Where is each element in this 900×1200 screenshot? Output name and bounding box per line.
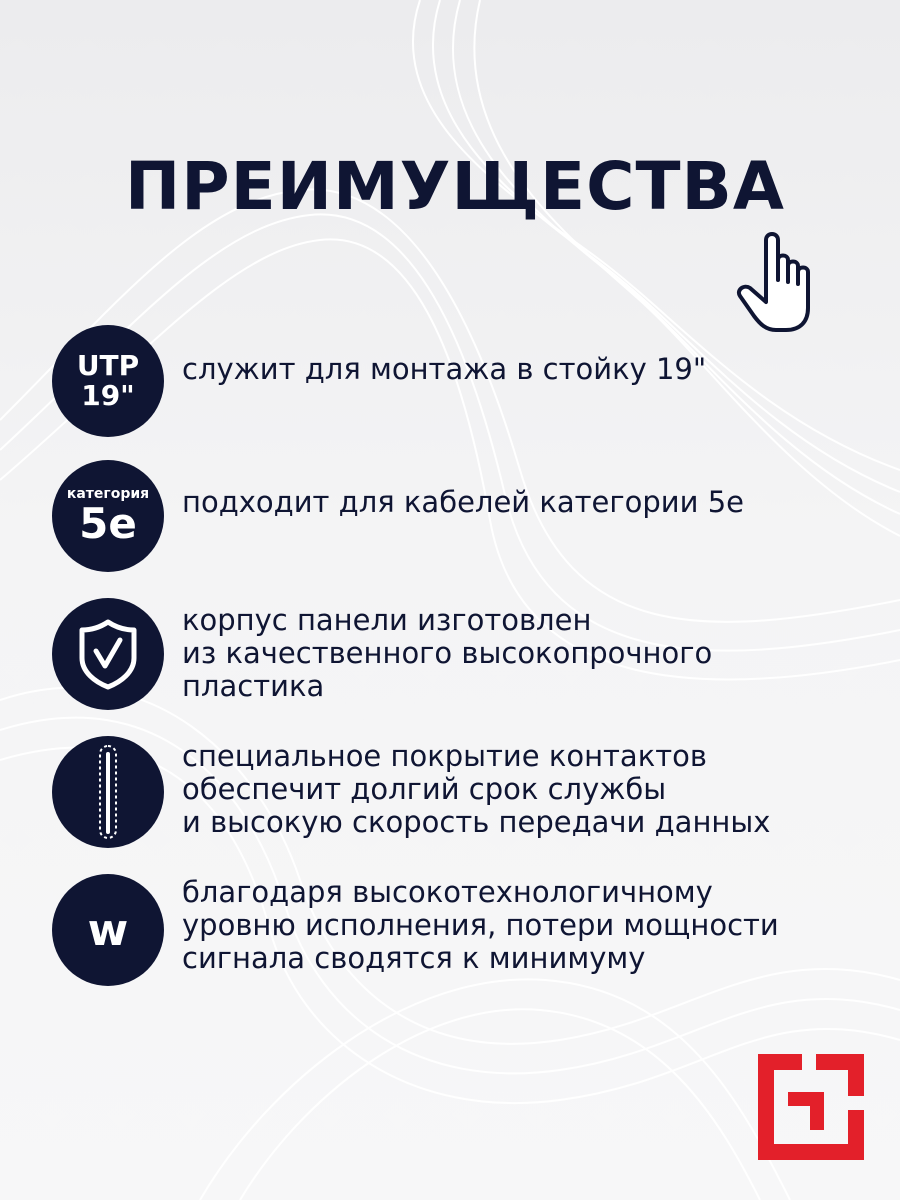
w-badge [52, 874, 164, 986]
badge-label: 5е [79, 499, 137, 548]
badge-label: категория [66, 486, 150, 502]
utp-badge [52, 325, 164, 437]
brand-logo-icon [758, 1054, 864, 1160]
feature-icon-circle [52, 736, 164, 848]
feature-text: корпус панели изготовлен из качественного высокопрочного пластика [182, 603, 713, 703]
feature-text: специальное покрытие контактов обеспечит долгий срок службы и высокую скорость передачи данных [182, 739, 771, 839]
shield-check-icon [77, 618, 139, 690]
badge-label: 19" [81, 379, 135, 412]
pointing-hand-icon [736, 230, 818, 334]
page-title: ПРЕИМУЩЕСТВА [125, 148, 785, 225]
feature-icon-circle [52, 598, 164, 710]
feature-text: служит для монтажа в стойку 19" [182, 352, 707, 386]
badge-label: w [87, 904, 129, 956]
badge-label: UTP [76, 349, 140, 382]
contact-pin-icon [88, 742, 128, 842]
feature-text: благодаря высокотехнологичному уровню исполнения, потери мощности сигнала сводятся к минимуму [182, 875, 779, 975]
category-badge [52, 460, 164, 572]
feature-text: подходит для кабелей категории 5е [182, 485, 744, 519]
